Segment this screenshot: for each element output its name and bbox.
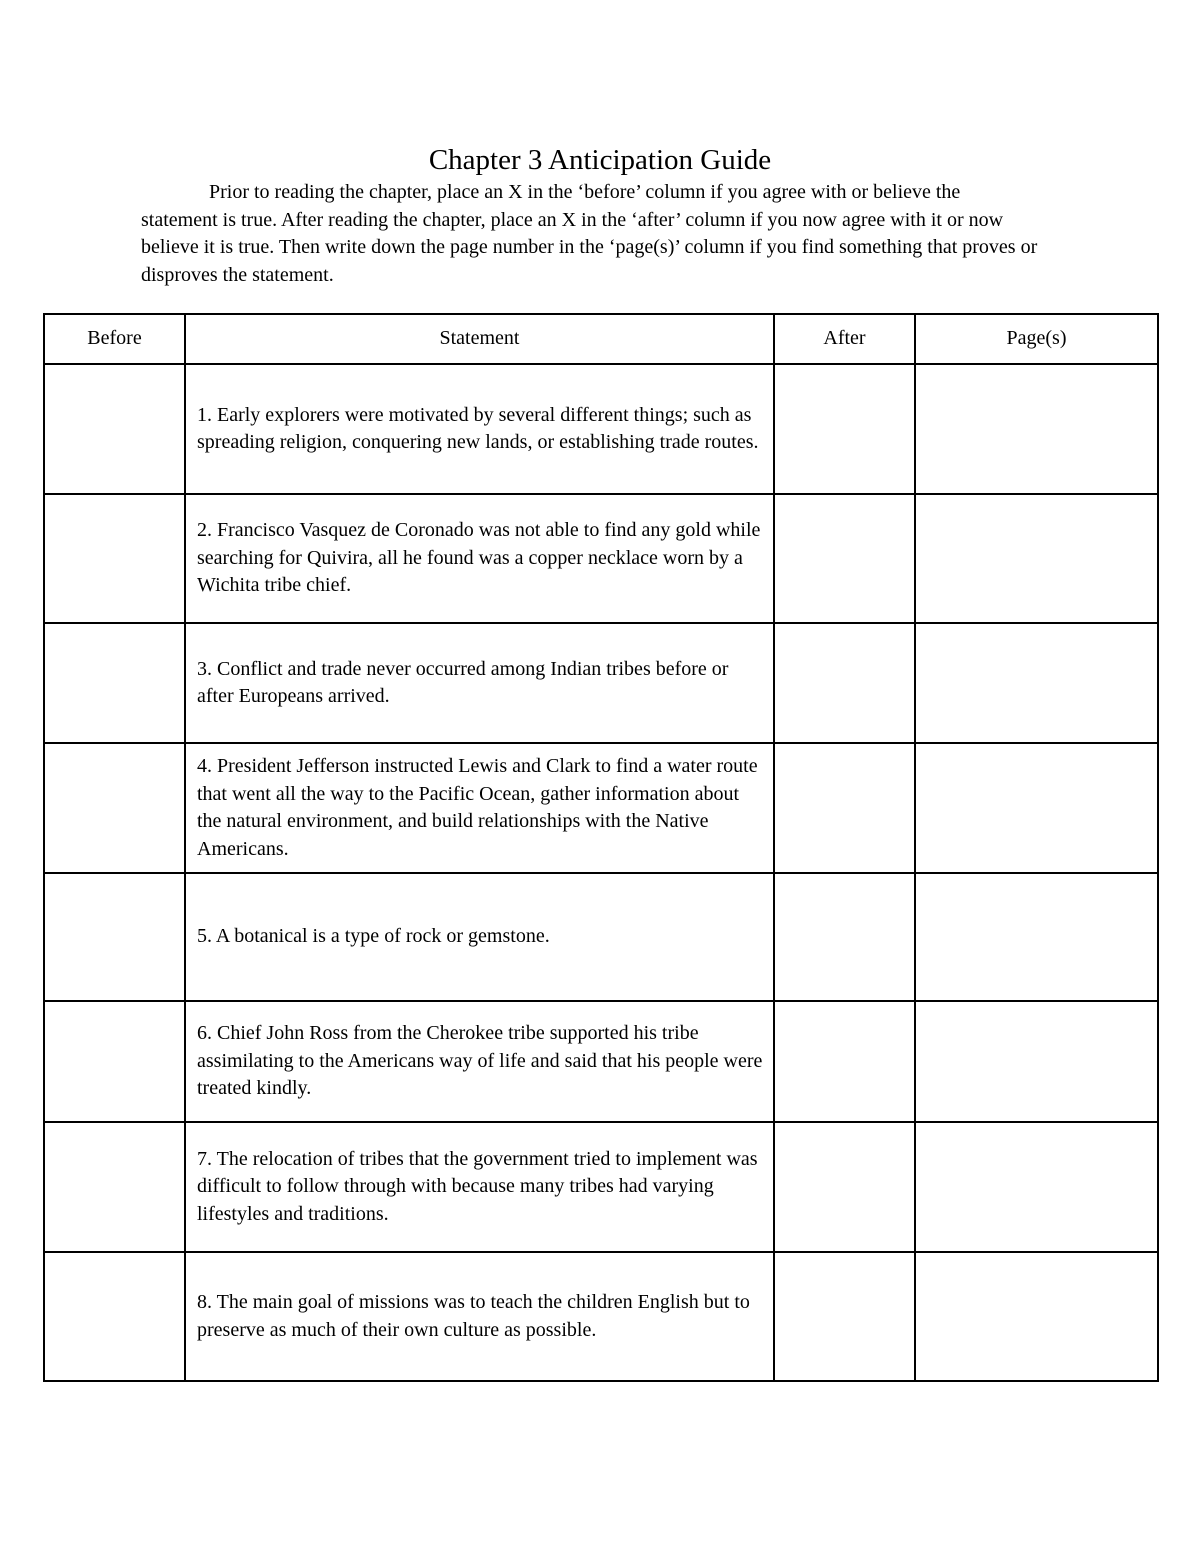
table-row	[44, 1252, 1158, 1381]
header-after: After	[774, 314, 915, 364]
before-cell[interactable]	[44, 1252, 185, 1381]
after-cell[interactable]	[774, 743, 915, 873]
before-cell[interactable]	[44, 494, 185, 623]
table-row	[44, 364, 1158, 494]
header-before: Before	[44, 314, 185, 364]
statement-cell: 1. Early explorers were motivated by several different things; such as spreading religion, conquering new lands, or establishing trade routes.	[185, 364, 774, 494]
after-cell[interactable]	[774, 364, 915, 494]
table-row	[44, 1001, 1158, 1122]
before-cell[interactable]	[44, 743, 185, 873]
statement-cell: 2. Francisco Vasquez de Coronado was not able to find any gold while searching for Quivira, all he found was a copper necklace worn by a Wichita tribe chief.	[185, 494, 774, 623]
statement-cell: 4. President Jefferson instructed Lewis and Clark to find a water route that went all the way to the Pacific Ocean, gather information about the natural environment, and build relationships with the Native Americans.	[185, 743, 774, 873]
statement-cell: 5. A botanical is a type of rock or gemstone.	[185, 873, 774, 1001]
anticipation-guide-table	[43, 313, 1159, 1382]
pages-cell[interactable]	[915, 743, 1158, 873]
pages-cell[interactable]	[915, 623, 1158, 743]
statement-cell: 3. Conflict and trade never occurred among Indian tribes before or after Europeans arrived.	[185, 623, 774, 743]
table-row	[44, 494, 1158, 623]
pages-cell[interactable]	[915, 873, 1158, 1001]
pages-cell[interactable]	[915, 1001, 1158, 1122]
table-row	[44, 1122, 1158, 1252]
instructions-paragraph: Prior to reading the chapter, place an X in the ‘before’ column if you agree with or believe the statement is true. After reading the chapter, place an X in the ‘after’ column if you now agree with it or now believe it is true. Then write down the page number in the ‘page(s)’ column if you find something that proves or disproves the statement.	[141, 181, 1038, 286]
header-statement: Statement	[185, 314, 774, 364]
pages-cell[interactable]	[915, 1252, 1158, 1381]
statement-cell: 7. The relocation of tribes that the government tried to implement was difficult to follow through with because many tribes had varying lifestyles and traditions.	[185, 1122, 774, 1252]
before-cell[interactable]	[44, 364, 185, 494]
table-row	[44, 623, 1158, 743]
pages-cell[interactable]	[915, 364, 1158, 494]
statement-cell: 8. The main goal of missions was to teach the children English but to preserve as much of their own culture as possible.	[185, 1252, 774, 1381]
pages-cell[interactable]	[915, 1122, 1158, 1252]
before-cell[interactable]	[44, 1122, 185, 1252]
table-row	[44, 743, 1158, 873]
after-cell[interactable]	[774, 873, 915, 1001]
header-pages: Page(s)	[915, 314, 1158, 364]
after-cell[interactable]	[774, 1001, 915, 1122]
after-cell[interactable]	[774, 623, 915, 743]
after-cell[interactable]	[774, 1252, 915, 1381]
before-cell[interactable]	[44, 1001, 185, 1122]
pages-cell[interactable]	[915, 494, 1158, 623]
after-cell[interactable]	[774, 1122, 915, 1252]
after-cell[interactable]	[774, 494, 915, 623]
table-header-row	[44, 314, 1158, 364]
before-cell[interactable]	[44, 873, 185, 1001]
table-row	[44, 873, 1158, 1001]
before-cell[interactable]	[44, 623, 185, 743]
page-title: Chapter 3 Anticipation Guide	[428, 144, 772, 176]
statement-cell: 6. Chief John Ross from the Cherokee tribe supported his tribe assimilating to the Americans way of life and said that his people were treated kindly.	[185, 1001, 774, 1122]
